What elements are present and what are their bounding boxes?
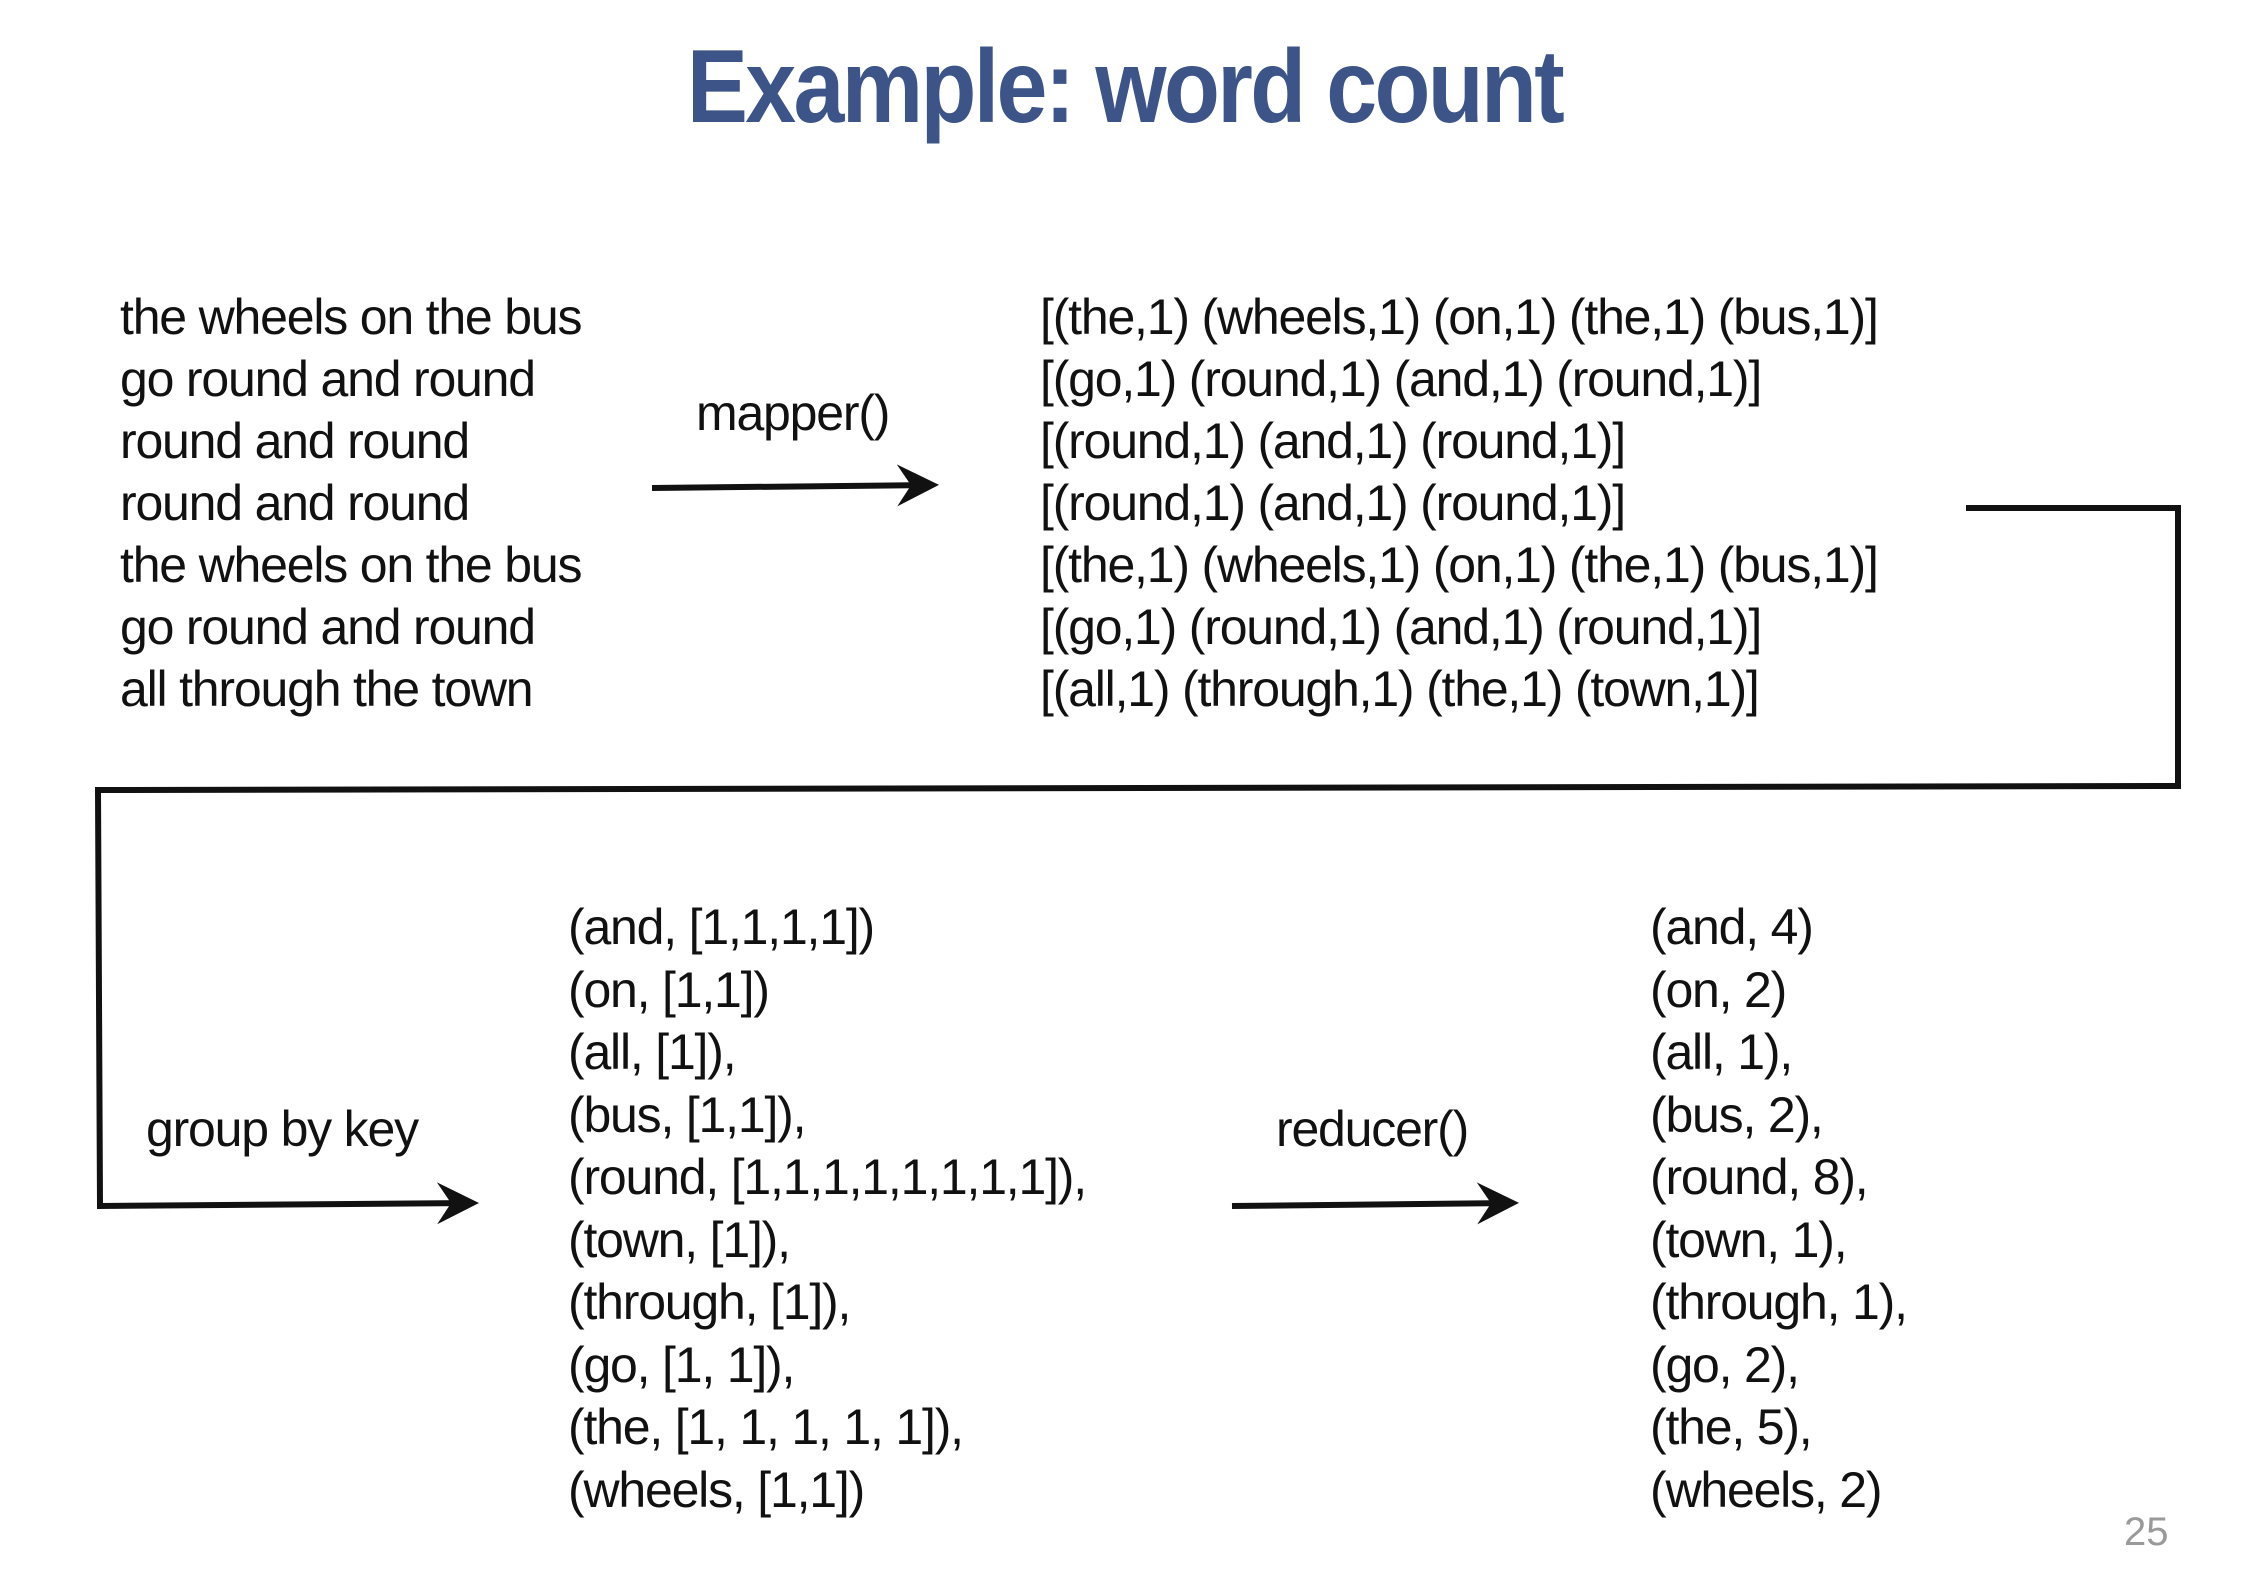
reduced-line: (on, 2) [1650,961,1787,1018]
input-line: all through the town [120,661,533,717]
input-line: go round and round [120,599,535,655]
grouped-line: (wheels, [1,1]) [568,1461,865,1518]
reducer-arrow [1232,1203,1512,1206]
reduced-line: (go, 2), [1650,1336,1799,1393]
grouped-line: (town, [1]), [568,1211,790,1268]
reducer-label: reducer() [1276,1101,1469,1157]
grouped-line: (on, [1,1]) [568,961,769,1018]
group-by-key-label: group by key [146,1101,418,1157]
mapped-line: [(the,1) (wheels,1) (on,1) (the,1) (bus,1)] [1040,289,1878,345]
grouped-line: (and, [1,1,1,1]) [568,899,874,955]
slide-title: Example: word count [686,29,1563,145]
reduced-line: (through, 1), [1650,1274,1907,1330]
input-line: the wheels on the bus [120,289,582,345]
mapped-line: [(all,1) (through,1) (the,1) (town,1)] [1040,661,1759,717]
grouped-line: (all, [1]), [568,1024,736,1080]
reduced-line: (wheels, 2) [1650,1461,1882,1518]
mapped-line: [(round,1) (and,1) (round,1)] [1040,475,1625,531]
input-line: go round and round [120,351,535,407]
mapper-arrow [652,485,932,488]
mapper-label: mapper() [696,385,890,441]
mapped-line: [(round,1) (and,1) (round,1)] [1040,413,1625,469]
reduced-line: (the, 5), [1650,1399,1812,1455]
reduced-line: (town, 1), [1650,1211,1847,1268]
mapped-to-group-connector [98,508,2178,1206]
grouped-line: (bus, [1,1]), [568,1086,806,1143]
grouped-line: (go, [1, 1]), [568,1336,795,1393]
grouped-line: (through, [1]), [568,1274,851,1330]
input-line: round and round [120,475,469,531]
mapped-line: [(go,1) (round,1) (and,1) (round,1)] [1040,599,1762,655]
reduced-line: (and, 4) [1650,899,1813,955]
reduced-line: (all, 1), [1650,1024,1793,1080]
input-line: round and round [120,413,469,469]
grouped-line: (the, [1, 1, 1, 1, 1]), [568,1399,963,1455]
page-number: 25 [2124,1510,2169,1554]
input-line: the wheels on the bus [120,537,582,593]
reduced-line: (round, 8), [1650,1149,1868,1205]
mapped-line: [(the,1) (wheels,1) (on,1) (the,1) (bus,1)] [1040,537,1878,593]
reduced-line: (bus, 2), [1650,1086,1823,1143]
grouped-line: (round, [1,1,1,1,1,1,1,1]), [568,1149,1086,1205]
mapped-line: [(go,1) (round,1) (and,1) (round,1)] [1040,351,1762,407]
